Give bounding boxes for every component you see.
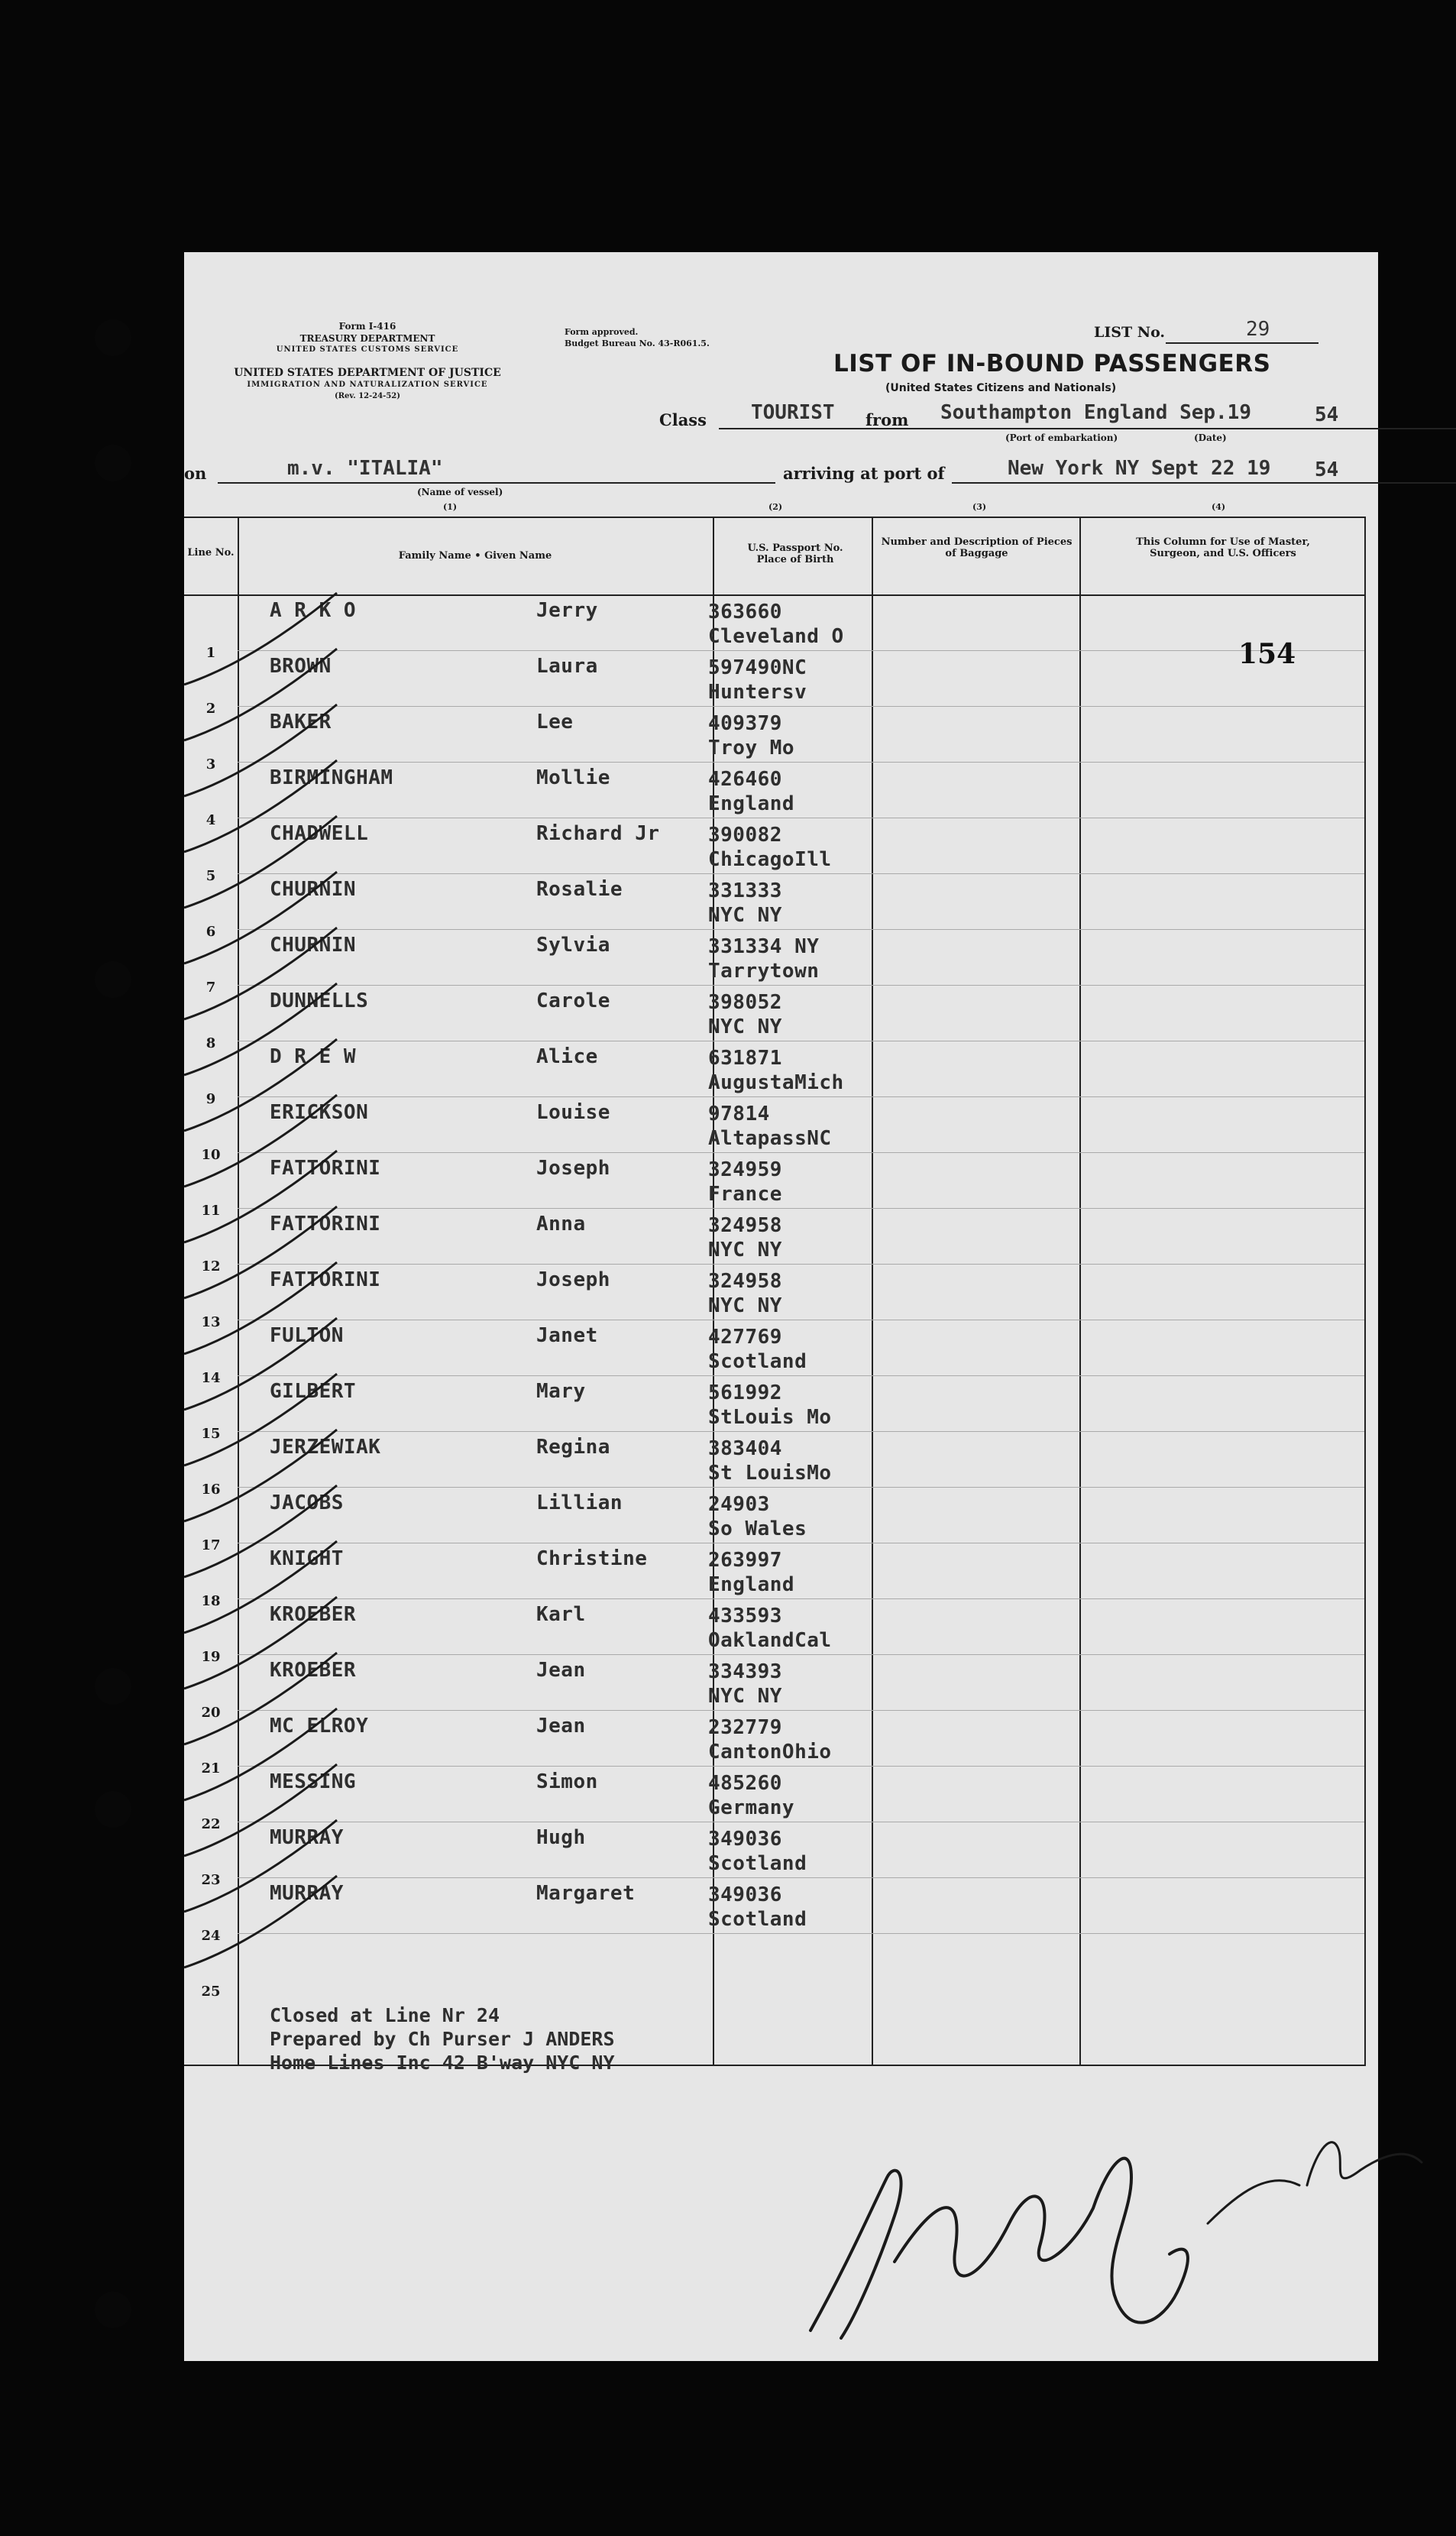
class-rule <box>719 428 1456 429</box>
place-of-birth: Scotland <box>708 1852 807 1875</box>
vessel-name: m.v. "ITALIA" <box>287 457 443 480</box>
line-number: 1 <box>205 645 216 661</box>
family-name: CHADWELL <box>270 822 369 845</box>
line-number: 5 <box>205 868 216 884</box>
row-rule <box>238 1933 1364 1934</box>
place-of-birth: France <box>708 1183 782 1206</box>
approval-text: Form approved. <box>565 327 639 337</box>
column-caption-1: (1) <box>443 502 458 512</box>
binder-hole <box>95 961 131 998</box>
family-name: DUNNELLS <box>270 989 369 1012</box>
given-name: Karl <box>536 1603 586 1626</box>
line-number: 16 <box>201 1482 221 1498</box>
place-of-birth: Cleveland O <box>708 625 844 648</box>
family-name: CHURNIN <box>270 878 357 901</box>
family-name: KROEBER <box>270 1603 357 1626</box>
line-number: 21 <box>201 1760 221 1776</box>
line-number: 15 <box>201 1426 221 1442</box>
passport-number: 409379 <box>708 712 782 735</box>
budget-bureau-number: Budget Bureau No. 43-R061.5. <box>565 338 710 348</box>
row-rule <box>238 1152 1364 1153</box>
embark-year: 54 <box>1315 403 1339 426</box>
place-of-birth: NYC NY <box>708 1239 782 1262</box>
vessel-caption: (Name of vessel) <box>417 487 503 497</box>
family-name: JERZEWIAK <box>270 1436 381 1459</box>
passport-number: 398052 <box>708 991 782 1014</box>
passport-number: 631871 <box>708 1047 782 1070</box>
row-rule <box>238 650 1364 651</box>
given-name: Sylvia <box>536 934 610 957</box>
row-rule <box>238 1766 1364 1767</box>
family-name: BROWN <box>270 655 332 678</box>
list-no-label: LIST No. <box>1094 324 1166 341</box>
vessel-rule <box>218 482 775 484</box>
passport-number: 349036 <box>708 1828 782 1851</box>
family-name: MESSING <box>270 1770 357 1793</box>
passport-number: 383404 <box>708 1437 782 1460</box>
line-number: 17 <box>201 1537 221 1553</box>
header-rule <box>184 594 1364 596</box>
place-of-birth: NYC NY <box>708 1294 782 1317</box>
row-rule <box>238 1096 1364 1097</box>
line-number: 7 <box>205 980 216 996</box>
line-number: 22 <box>201 1816 221 1832</box>
line-number: 19 <box>201 1649 221 1665</box>
given-name: Janet <box>536 1324 598 1347</box>
header-baggage: Number and Description of Pieces of Baggage <box>881 536 1073 559</box>
given-name: Lillian <box>536 1491 623 1514</box>
row-rule <box>238 1710 1364 1711</box>
footer-company: Home Lines Inc 42 B'way NYC NY <box>270 2052 615 2074</box>
header-name: Family Name • Given Name <box>398 550 552 562</box>
column-caption-2: (2) <box>768 502 783 512</box>
place-of-birth: Tarrytown <box>708 960 820 983</box>
date-caption: (Date) <box>1194 432 1227 443</box>
page-subtitle: (United States Citizens and Nationals) <box>885 382 1117 394</box>
line-number: 20 <box>201 1705 221 1721</box>
line-number: 24 <box>201 1928 221 1944</box>
row-rule <box>238 929 1364 930</box>
place-of-birth: CantonOhio <box>708 1741 832 1764</box>
customs-service: UNITED STATES CUSTOMS SERVICE <box>276 345 459 354</box>
given-name: Alice <box>536 1045 598 1068</box>
line-number: 18 <box>201 1593 221 1609</box>
place-of-birth: NYC NY <box>708 1015 782 1038</box>
line-number: 8 <box>205 1035 216 1051</box>
passport-number: 331334 NY <box>708 935 820 958</box>
passport-number: 232779 <box>708 1716 782 1739</box>
line-number: 25 <box>201 1984 221 2000</box>
column-divider <box>872 518 873 2065</box>
binder-hole <box>95 1791 131 1828</box>
passport-number: 426460 <box>708 768 782 791</box>
family-name: A R K O <box>270 599 357 622</box>
line-number: 23 <box>201 1872 221 1888</box>
given-name: Louise <box>536 1101 610 1124</box>
header-officers: This Column for Use of Master, Surgeon, and U.S. Officers <box>1136 536 1310 559</box>
line-number: 14 <box>201 1370 221 1386</box>
place-of-birth: England <box>708 792 795 815</box>
place-of-birth: Troy Mo <box>708 737 795 760</box>
place-of-birth: OaklandCal <box>708 1629 832 1652</box>
line-number: 10 <box>201 1147 221 1163</box>
place-of-birth: NYC NY <box>708 1685 782 1708</box>
arrival-year: 54 <box>1315 458 1339 481</box>
passenger-table <box>184 517 1366 2074</box>
header-passport: U.S. Passport No. Place of Birth <box>747 543 843 565</box>
row-rule <box>238 762 1364 763</box>
given-name: Rosalie <box>536 878 623 901</box>
place-of-birth: England <box>708 1573 795 1596</box>
given-name: Richard Jr <box>536 822 660 845</box>
line-number: 12 <box>201 1258 221 1274</box>
line-number: 4 <box>205 812 216 828</box>
passport-number: 349036 <box>708 1883 782 1906</box>
footer-closed: Closed at Line Nr 24 <box>270 2004 500 2026</box>
class-value: TOURIST <box>751 401 835 424</box>
given-name: Jean <box>536 1659 586 1682</box>
family-name: D R E W <box>270 1045 357 1068</box>
binder-hole <box>95 2291 131 2328</box>
passport-number: 331333 <box>708 879 782 902</box>
given-name: Jerry <box>536 599 598 622</box>
passport-number: 334393 <box>708 1660 782 1683</box>
given-name: Regina <box>536 1436 610 1459</box>
family-name: BIRMINGHAM <box>270 766 393 789</box>
column-divider <box>238 518 239 2065</box>
line-number: 2 <box>205 701 216 717</box>
embarkation-value: Southampton England Sep.19 <box>940 401 1251 424</box>
ins-service: IMMIGRATION AND NATURALIZATION SERVICE <box>247 381 488 389</box>
arrival-rule <box>952 482 1456 484</box>
inspector-signature <box>780 2071 1456 2361</box>
embark-caption: (Port of embarkation) <box>1005 432 1118 443</box>
row-rule <box>238 1208 1364 1209</box>
passport-number: 427769 <box>708 1326 782 1349</box>
place-of-birth: Germany <box>708 1796 795 1819</box>
column-caption-4: (4) <box>1212 502 1226 512</box>
given-name: Margaret <box>536 1882 636 1905</box>
column-caption-3: (3) <box>972 502 987 512</box>
class-label: Class <box>659 410 707 429</box>
passport-number: 390082 <box>708 824 782 847</box>
from-label: from <box>866 410 909 429</box>
binder-hole <box>95 1668 131 1705</box>
passport-number: 597490NC <box>708 656 807 679</box>
place-of-birth: Scotland <box>708 1350 807 1373</box>
passport-number: 24903 <box>708 1493 770 1516</box>
footer-prepared: Prepared by Ch Purser J ANDERS <box>270 2028 615 2050</box>
line-number: 6 <box>205 924 216 940</box>
form-approval <box>565 326 710 349</box>
given-name: Simon <box>536 1770 598 1793</box>
arrival-value: New York NY Sept 22 19 <box>1008 457 1271 480</box>
justice-dept: UNITED STATES DEPARTMENT OF JUSTICE <box>234 367 501 379</box>
given-name: Jean <box>536 1715 586 1738</box>
line-number: 11 <box>201 1203 221 1219</box>
treasury-dept: TREASURY DEPARTMENT <box>299 333 435 344</box>
stamp-number: 154 <box>1238 638 1296 670</box>
place-of-birth: AugustaMich <box>708 1071 844 1094</box>
family-name: FATTORINI <box>270 1268 381 1291</box>
row-rule <box>238 1654 1364 1655</box>
form-revision: (Rev. 12-24-52) <box>335 392 400 400</box>
line-number: 13 <box>201 1314 221 1330</box>
line-number: 9 <box>205 1091 216 1107</box>
binder-hole <box>95 445 131 481</box>
place-of-birth: NYC NY <box>708 904 782 927</box>
header-line-no: Line No. <box>187 547 235 559</box>
place-of-birth: So Wales <box>708 1517 807 1540</box>
place-of-birth: StLouis Mo <box>708 1406 832 1429</box>
row-rule <box>238 1877 1364 1878</box>
passport-number: 433593 <box>708 1605 782 1628</box>
given-name: Mary <box>536 1380 586 1403</box>
place-of-birth: Huntersv <box>708 681 807 704</box>
row-rule <box>238 1487 1364 1488</box>
family-name: MURRAY <box>270 1882 344 1905</box>
place-of-birth: ChicagoIll <box>708 848 832 871</box>
row-rule <box>238 1264 1364 1265</box>
place-of-birth: AltapassNC <box>708 1127 832 1150</box>
family-name: KROEBER <box>270 1659 357 1682</box>
given-name: Anna <box>536 1213 586 1236</box>
passport-number: 97814 <box>708 1103 770 1125</box>
place-of-birth: St LouisMo <box>708 1462 832 1485</box>
arriving-label: arriving at port of <box>783 464 945 483</box>
place-of-birth: Scotland <box>708 1908 807 1931</box>
passport-number: 324958 <box>708 1214 782 1237</box>
given-name: Joseph <box>536 1268 610 1291</box>
row-rule <box>238 1598 1364 1599</box>
family-name: BAKER <box>270 711 332 734</box>
family-name: ERICKSON <box>270 1101 369 1124</box>
column-divider <box>1079 518 1081 2065</box>
row-rule <box>238 985 1364 986</box>
family-name: GILBERT <box>270 1380 357 1403</box>
family-name: KNIGHT <box>270 1547 344 1570</box>
passport-number: 561992 <box>708 1381 782 1404</box>
row-rule <box>238 1431 1364 1432</box>
passenger-list-page <box>184 252 1378 2361</box>
family-name: CHURNIN <box>270 934 357 957</box>
passport-number: 485260 <box>708 1772 782 1795</box>
given-name: Joseph <box>536 1157 610 1180</box>
page-title: LIST OF IN-BOUND PASSENGERS <box>833 350 1271 377</box>
passport-number: 263997 <box>708 1549 782 1572</box>
given-name: Mollie <box>536 766 610 789</box>
given-name: Lee <box>536 711 574 734</box>
row-rule <box>238 706 1364 707</box>
family-name: FATTORINI <box>270 1213 381 1236</box>
family-name: JACOBS <box>270 1491 344 1514</box>
passport-number: 324958 <box>708 1270 782 1293</box>
passport-number: 324959 <box>708 1158 782 1181</box>
family-name: MC ELROY <box>270 1715 369 1738</box>
family-name: FULTON <box>270 1324 344 1347</box>
list-no-value: 29 <box>1246 318 1270 341</box>
family-name: MURRAY <box>270 1826 344 1849</box>
given-name: Hugh <box>536 1826 586 1849</box>
given-name: Carole <box>536 989 610 1012</box>
binder-hole <box>95 319 131 356</box>
row-rule <box>238 873 1364 874</box>
row-rule <box>238 1375 1364 1376</box>
given-name: Christine <box>536 1547 648 1570</box>
line-number: 3 <box>205 756 216 772</box>
passport-number: 363660 <box>708 601 782 623</box>
list-no-rule <box>1166 342 1318 344</box>
on-label: on <box>184 464 207 483</box>
family-name: FATTORINI <box>270 1157 381 1180</box>
given-name: Laura <box>536 655 598 678</box>
form-number: Form I-416 <box>338 321 396 332</box>
